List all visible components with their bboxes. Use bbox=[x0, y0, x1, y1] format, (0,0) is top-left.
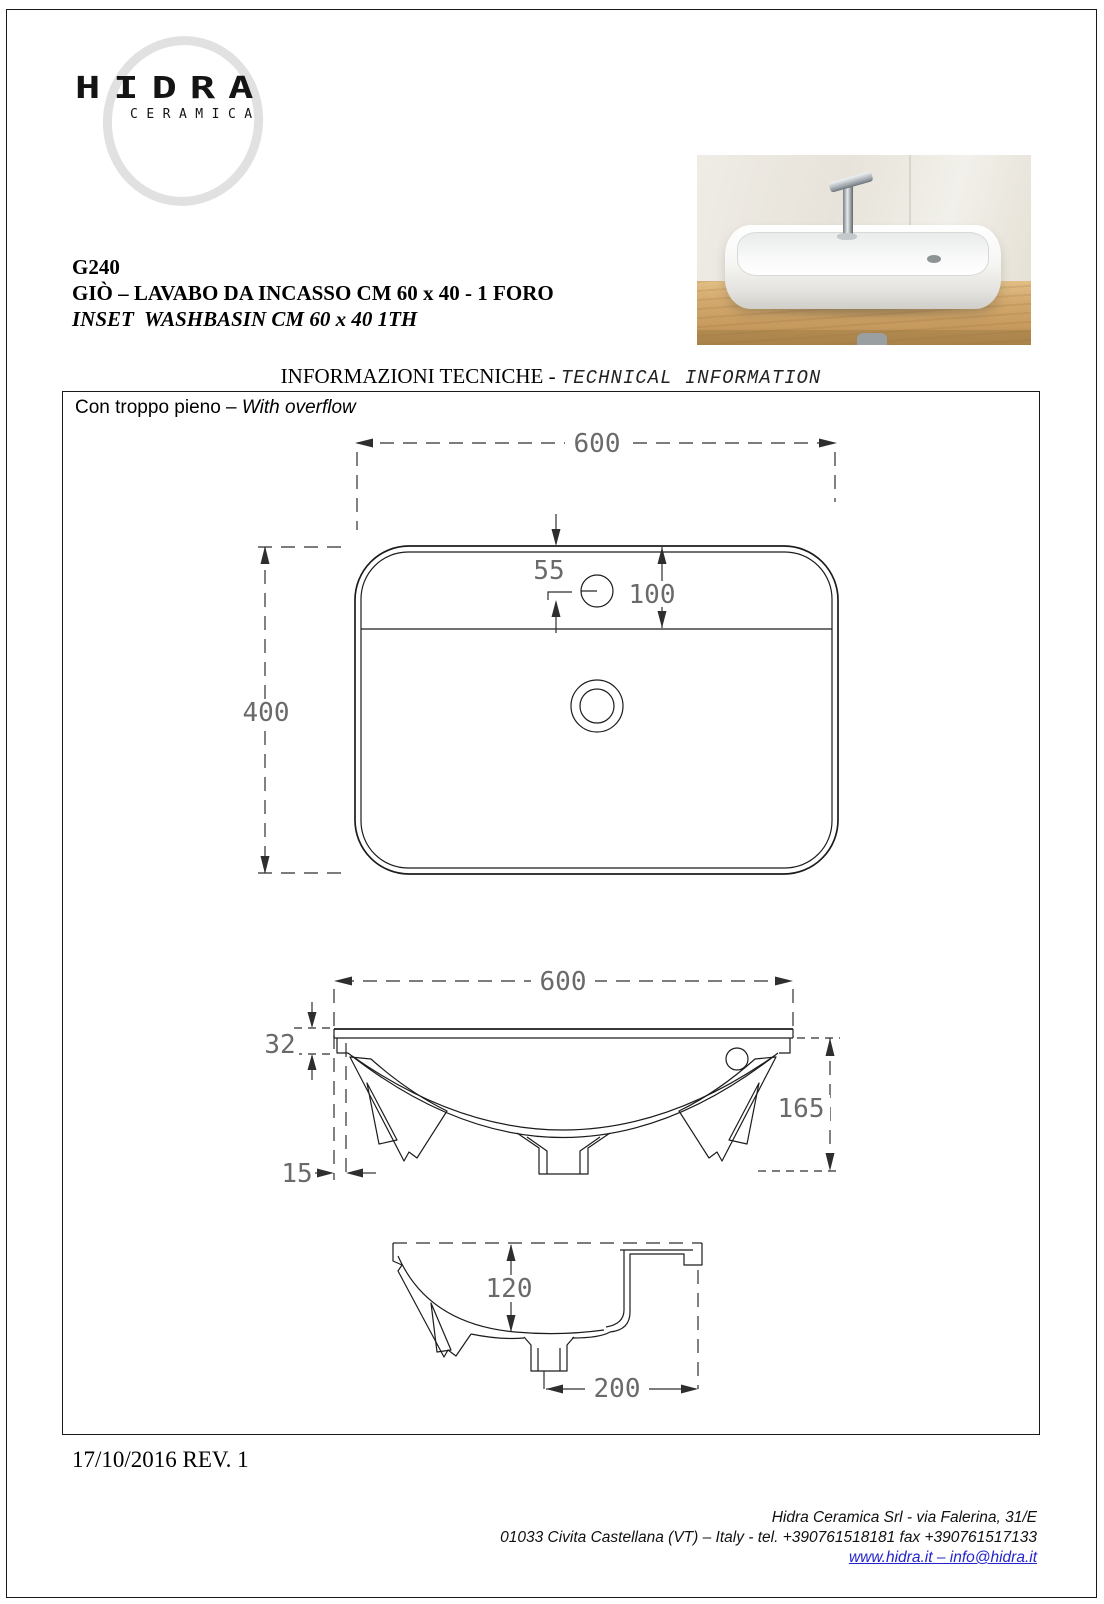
product-title-english: INSET WASHBASIN CM 60 x 40 1TH bbox=[72, 307, 418, 331]
section-heading bbox=[62, 364, 1040, 389]
photo-faucet-base bbox=[837, 233, 857, 240]
product-photo bbox=[697, 155, 1031, 345]
product-title-italian: GIÒ – LAVABO DA INCASSO CM 60 x 40 - 1 FORO bbox=[72, 281, 554, 305]
dim-edge-offset: 15 bbox=[281, 1159, 313, 1189]
product-header bbox=[72, 254, 554, 332]
email-link[interactable]: info@hidra.it bbox=[949, 1549, 1037, 1566]
technical-drawings bbox=[62, 391, 1040, 1434]
link-separator: – bbox=[932, 1549, 950, 1566]
dim-drain-to-back: 200 bbox=[593, 1374, 641, 1404]
dim-rim-height: 32 bbox=[264, 1030, 296, 1060]
dim-front-width: 600 bbox=[539, 967, 587, 997]
dim-top-height: 400 bbox=[242, 698, 290, 728]
dim-top-width: 600 bbox=[573, 429, 621, 459]
dim-total-depth: 165 bbox=[777, 1094, 825, 1124]
heading-english: TECHNICAL INFORMATION bbox=[560, 367, 822, 389]
heading-italian: INFORMAZIONI TECNICHE - bbox=[280, 364, 561, 388]
side-view-drawing bbox=[393, 1243, 702, 1404]
front-view-drawing bbox=[261, 967, 840, 1189]
photo-under-counter-fixture bbox=[857, 333, 887, 345]
photo-drain-dot bbox=[927, 255, 941, 263]
brand-name: HIDRA bbox=[75, 70, 267, 106]
dim-hole-offset: 55 bbox=[533, 556, 565, 586]
photo-faucet bbox=[843, 183, 853, 237]
footer-address-line2: 01033 Civita Castellana (VT) – Italy - tel. +390761518181 fax +390761517133 bbox=[500, 1529, 1037, 1546]
dim-basin-depth: 120 bbox=[485, 1274, 533, 1304]
website-link[interactable]: www.hidra.it bbox=[848, 1549, 933, 1566]
overflow-note-english: With overflow bbox=[241, 397, 356, 418]
footer-links bbox=[500, 1548, 1037, 1568]
brand-logo bbox=[75, 28, 305, 198]
footer bbox=[500, 1508, 1037, 1568]
brand-subtitle: CERAMICA bbox=[130, 107, 261, 122]
photo-washbasin bbox=[725, 225, 1001, 309]
dim-hole-depth: 100 bbox=[628, 580, 676, 610]
overflow-note-italian: Con troppo pieno – bbox=[75, 397, 242, 418]
revision-date: 17/10/2016 REV. 1 bbox=[72, 1447, 249, 1472]
footer-address-line1: Hidra Ceramica Srl - via Falerina, 31/E bbox=[771, 1509, 1037, 1526]
top-view-drawing bbox=[234, 429, 838, 874]
product-code: G240 bbox=[72, 255, 120, 279]
photo-basin-bowl bbox=[737, 232, 989, 276]
